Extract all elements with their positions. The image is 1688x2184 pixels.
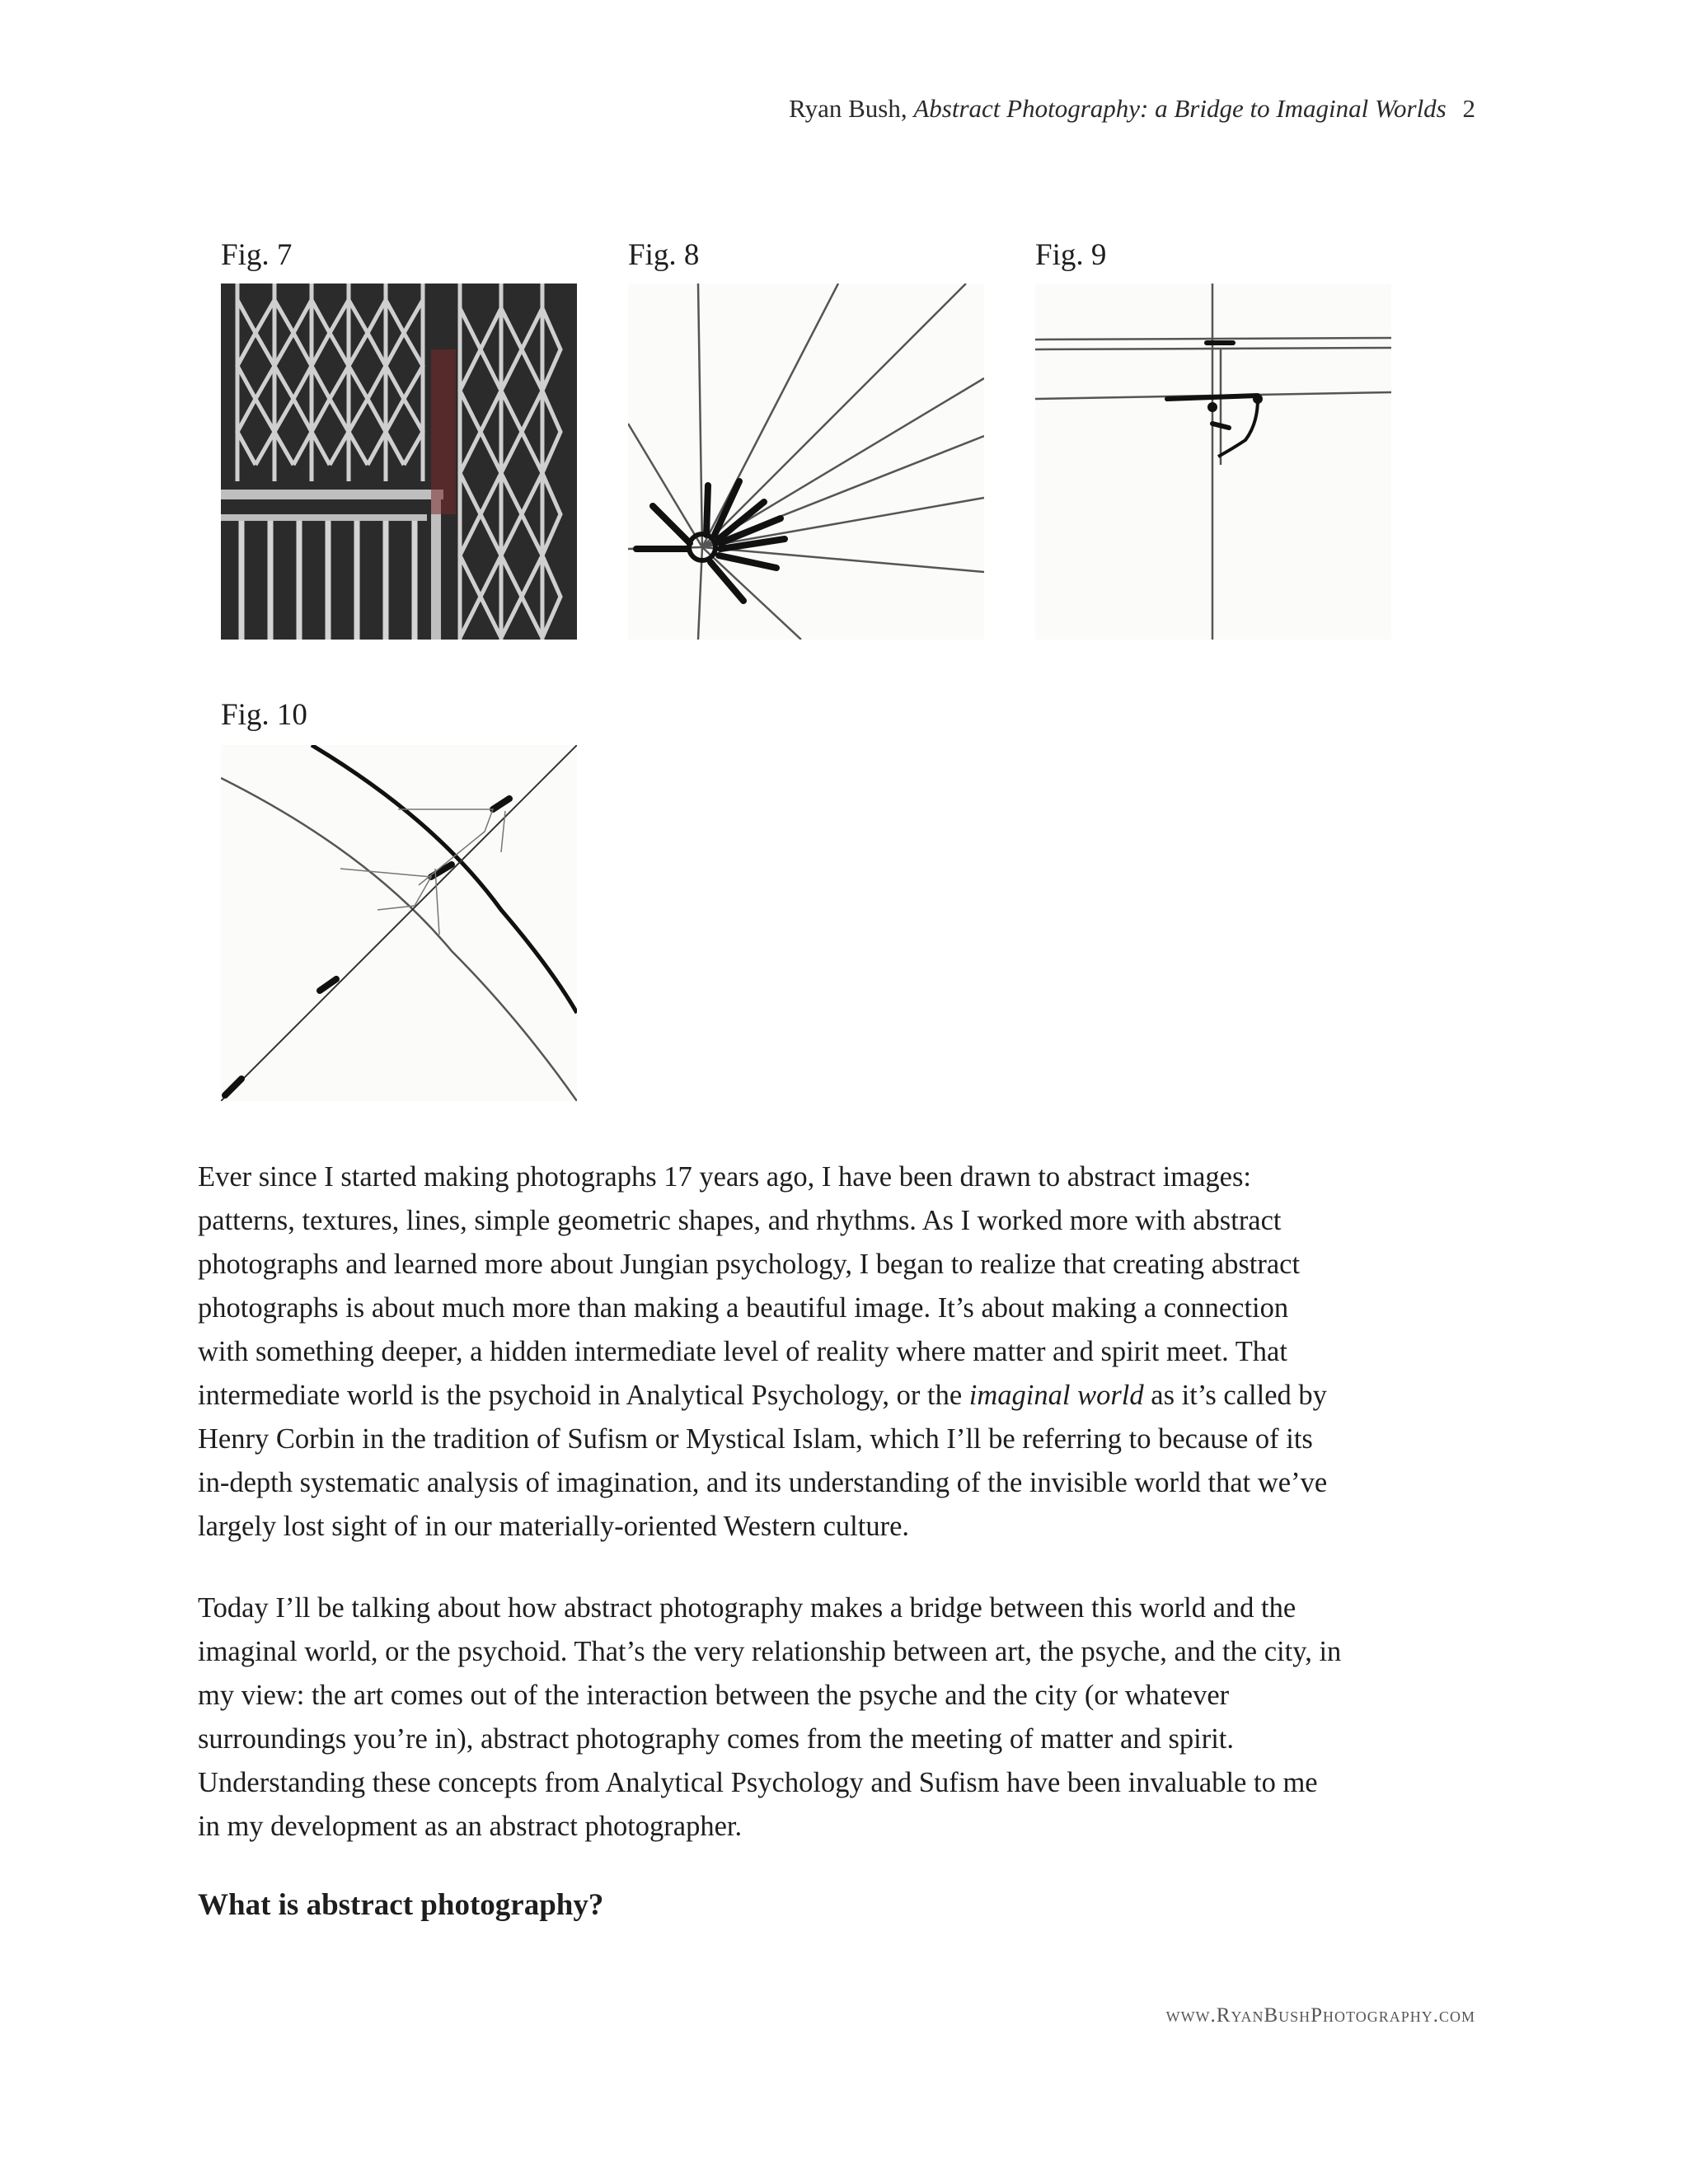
paragraph-2-line-2: imaginal world, or the psychoid. That’s the very relationship between art, the psyche, and the city, in — [198, 1636, 1342, 1667]
header-author: Ryan Bush, — [789, 94, 907, 123]
metal-gate-photo — [221, 284, 577, 640]
paragraph-1-line-9: largely lost sight of in our materially-oriented Western culture. — [198, 1511, 910, 1542]
footer-url: www.RyanBushPhotography.com — [1165, 2004, 1475, 2027]
paragraph-1-line-3: photographs and learned more about Jungian psychology, I began to realize that creating abstract — [198, 1249, 1301, 1280]
fig-8-label: Fig. 8 — [628, 238, 700, 272]
paragraph-1 — [198, 1155, 1508, 1549]
section-heading: What is abstract photography? — [198, 1888, 604, 1922]
paragraph-2-line-6: in my development as an abstract photographer. — [198, 1811, 743, 1842]
paragraph-1-line-2: patterns, textures, lines, simple geometric shapes, and rhythms. As I worked more with abstract — [198, 1205, 1282, 1236]
paragraph-1-line-6-end: as it’s called by — [1143, 1380, 1327, 1411]
page-number: 2 — [1462, 94, 1475, 123]
running-header — [789, 94, 1475, 124]
paragraph-1-line-4: photographs is about much more than making a beautiful image. It’s about making a connection — [198, 1292, 1289, 1324]
paragraph-2-line-3: my view: the art comes out of the interaction between the psyche and the city (or whatever — [198, 1680, 1230, 1711]
paragraph-1-line-5: with something deeper, a hidden intermediate level of reality where matter and spirit meet. That — [198, 1336, 1287, 1367]
radiating-wires-photo — [628, 284, 984, 640]
diagonal-cables-photo — [221, 745, 577, 1101]
fig-9-label: Fig. 9 — [1035, 238, 1107, 272]
paragraph-1-line-1: Ever since I started making photographs 17 years ago, I have been drawn to abstract images: — [198, 1161, 1251, 1193]
header-title: Abstract Photography: a Bridge to Imaginal Worlds — [913, 94, 1447, 123]
paragraph-1-line-7: Henry Corbin in the tradition of Sufism or Mystical Islam, which I’ll be referring to because of its — [198, 1423, 1313, 1455]
crossing-wires-photo — [1035, 284, 1391, 640]
imaginal-world-term: imaginal world — [968, 1380, 1144, 1411]
fig-7-label: Fig. 7 — [221, 238, 293, 272]
paragraph-1-line-8: in-depth systematic analysis of imagination, and its understanding of the invisible world that we’ve — [198, 1467, 1328, 1498]
paragraph-2-line-5: Understanding these concepts from Analytical Psychology and Sufism have been invaluable to me — [198, 1767, 1318, 1798]
paragraph-2-line-4: surroundings you’re in), abstract photography comes from the meeting of matter and spirit. — [198, 1723, 1235, 1755]
paragraph-1-line-6 — [198, 1374, 1508, 1418]
paragraph-1-line-6-start: intermediate world is the psychoid in Analytical Psychology, or the — [198, 1380, 969, 1411]
paragraph-2 — [198, 1586, 1508, 1849]
fig-10-label: Fig. 10 — [221, 698, 307, 732]
paragraph-2-line-1: Today I’ll be talking about how abstract photography makes a bridge between this world and the — [198, 1592, 1296, 1624]
